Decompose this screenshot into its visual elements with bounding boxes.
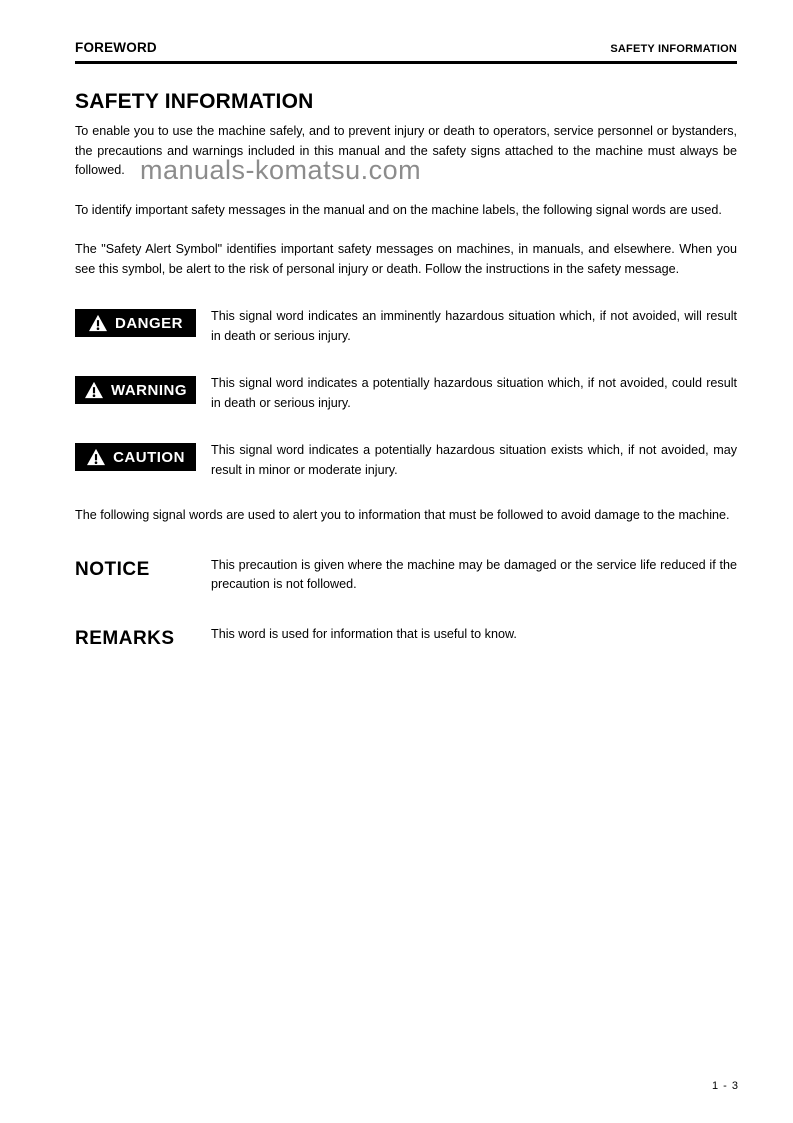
warning-badge (75, 376, 196, 404)
intro-paragraph-1: To enable you to use the machine safely, and to prevent injury or death to operators, service personnel or bystanders, the precautions and warnings included in this manual and the safety signs attached to the machine must always be followed. (75, 124, 737, 177)
intro-paragraph-2: To identify important safety messages in the manual and on the machine labels, the following signal words are used. (75, 202, 722, 217)
page-header (75, 40, 737, 64)
danger-label: DANGER (114, 314, 183, 332)
header-left-title: FOREWORD (75, 40, 157, 55)
signal-row-caution (75, 441, 737, 480)
header-right-title: SAFETY INFORMATION (610, 43, 737, 55)
danger-badge (75, 309, 196, 337)
warning-text: This signal word indicates a potentially hazardous situation which, if not avoided, could result in death or serious injury. (211, 376, 737, 410)
notice-row (75, 556, 737, 595)
caution-badge (75, 443, 196, 471)
warning-label: WARNING (111, 381, 187, 399)
signal-row-warning (75, 374, 737, 413)
damage-intro-paragraph: The following signal words are used to alert you to information that must be followed to avoid damage to the machine. (75, 508, 730, 522)
warning-triangle-icon (86, 448, 106, 466)
notice-label: NOTICE (75, 558, 150, 580)
page-number: 1 - 3 (711, 1080, 739, 1092)
remarks-text: This word is used for information that is useful to know. (211, 626, 517, 641)
remarks-row (75, 625, 737, 650)
page-title: SAFETY INFORMATION (75, 90, 314, 113)
caution-label: CAUTION (113, 448, 185, 466)
danger-text: This signal word indicates an imminently hazardous situation which, if not avoided, will result in death or serious injury. (211, 309, 737, 343)
caution-text: This signal word indicates a potentially hazardous situation exists which, if not avoided, may result in minor or moderate injury. (211, 443, 737, 477)
warning-triangle-icon (88, 314, 108, 332)
notice-text: This precaution is given where the machine may be damaged or the service life reduced if the precaution is not followed. (211, 557, 737, 591)
remarks-label: REMARKS (75, 627, 175, 649)
site-watermark: manuals-komatsu.com (140, 155, 422, 185)
intro-paragraph-3: The "Safety Alert Symbol" identifies important safety messages on machines, in manuals, and elsewhere. When you see this symbol, be alert to the risk of personal injury or death. Follow the instructions in the safety message. (75, 242, 737, 276)
warning-triangle-icon (84, 381, 104, 399)
signal-row-danger (75, 307, 737, 346)
